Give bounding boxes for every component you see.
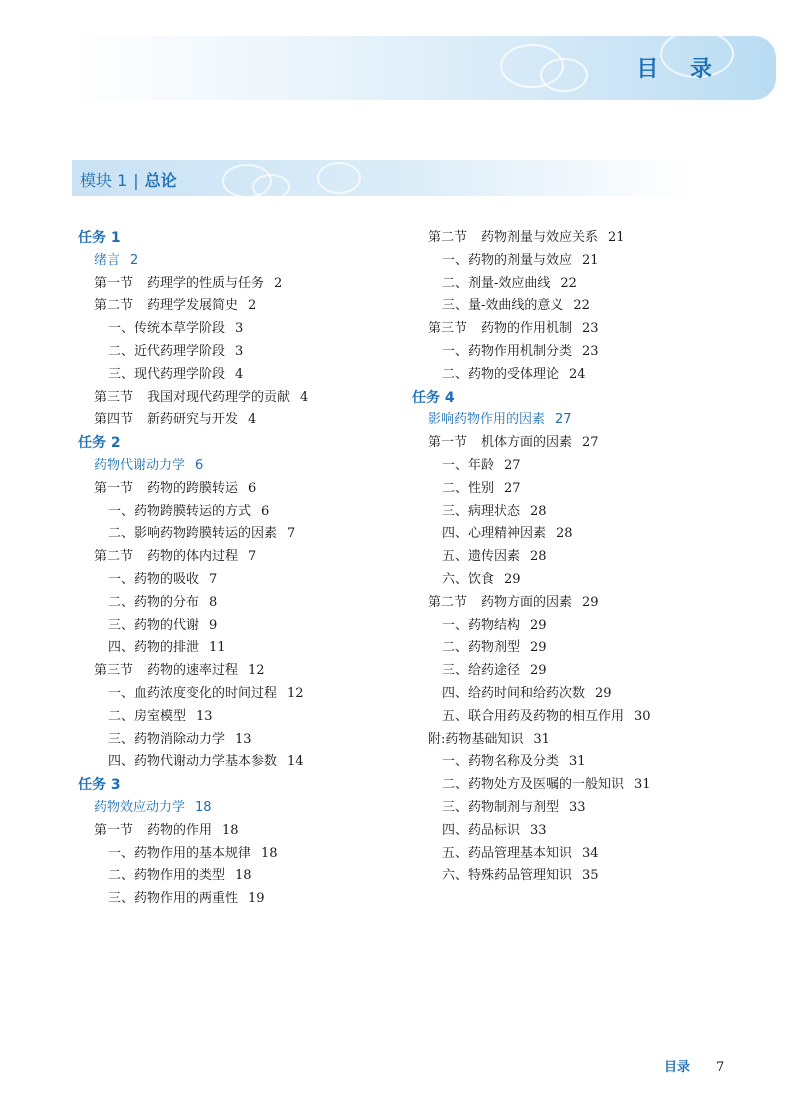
toc-sub-entry[interactable]: [412, 546, 732, 569]
module-label: 模块 1: [80, 171, 128, 190]
entry-title: 六、饮食: [442, 571, 495, 587]
entry-page-number: 19: [248, 891, 265, 907]
entry-page-number: 33: [569, 799, 586, 815]
entry-title: 机体方面的因素: [481, 435, 573, 451]
toc-task-entry[interactable]: [412, 387, 732, 410]
entry-page-number: 23: [582, 343, 599, 359]
entry-page-number: 3: [235, 321, 244, 337]
entry-title: 六、特殊药品管理知识: [442, 868, 573, 884]
entry-page-number: 4: [235, 366, 244, 382]
entry-title: 一、药物名称及分类: [442, 754, 560, 770]
entry-page-number: 13: [196, 708, 213, 724]
toc-section-entry[interactable]: [78, 660, 398, 683]
entry-page-number: 28: [530, 503, 547, 519]
entry-title: 一、传统本草学阶段: [108, 321, 226, 337]
entry-page-number: 28: [556, 526, 573, 542]
entry-page-number: 22: [560, 275, 577, 291]
toc-right-column: [412, 227, 732, 888]
toc-sub-entry[interactable]: [78, 341, 398, 364]
toc-sub-entry[interactable]: [78, 501, 398, 524]
entry-page-number: 7: [248, 549, 257, 565]
entry-page-number: 3: [235, 343, 244, 359]
entry-title: 任务 1: [78, 230, 121, 246]
toc-section-entry[interactable]: [412, 592, 732, 615]
entry-page-number: 6: [261, 503, 270, 519]
toc-sub-entry[interactable]: [78, 592, 398, 615]
toc-sub-entry[interactable]: [412, 295, 732, 318]
toc-section-entry[interactable]: [412, 318, 732, 341]
toc-sub-entry[interactable]: [412, 569, 732, 592]
toc-section-entry[interactable]: [78, 546, 398, 569]
entry-page-number: 35: [582, 868, 599, 884]
section-number: 第一节: [94, 480, 134, 496]
entry-title: 三、量-效曲线的意义: [442, 298, 564, 314]
page-number: 7: [716, 1060, 725, 1075]
entry-title: 三、给药途径: [442, 663, 521, 679]
entry-page-number: 6: [195, 457, 204, 473]
cloud-ornament: [317, 162, 361, 194]
entry-title: 二、近代药理学阶段: [108, 343, 226, 359]
entry-title: 新药研究与开发: [147, 412, 239, 428]
entry-page-number: 8: [209, 594, 218, 610]
toc-sub-entry[interactable]: [412, 843, 732, 866]
entry-title: 一、药物作用的基本规律: [108, 845, 252, 861]
entry-title: 药物的作用机制: [481, 321, 573, 337]
toc-section-entry[interactable]: [78, 387, 398, 410]
toc-sub-entry[interactable]: [412, 501, 732, 524]
toc-section-entry[interactable]: [78, 273, 398, 296]
entry-page-number: 29: [582, 594, 599, 610]
entry-page-number: 27: [582, 435, 599, 451]
entry-title: 一、药物的吸收: [108, 571, 200, 587]
toc-sub-entry[interactable]: [412, 273, 732, 296]
entry-page-number: 2: [130, 252, 139, 268]
toc-sub-entry[interactable]: [78, 683, 398, 706]
entry-title: 一、药物跨膜转运的方式: [108, 503, 252, 519]
entry-page-number: 34: [582, 845, 599, 861]
toc-sub-entry[interactable]: [78, 706, 398, 729]
toc-section-entry[interactable]: [78, 409, 398, 432]
toc-left-column: [78, 227, 398, 911]
toc-task-entry[interactable]: [78, 774, 398, 797]
entry-page-number: 29: [530, 640, 547, 656]
entry-title: 一、年龄: [442, 457, 495, 473]
section-number: 第一节: [428, 435, 468, 451]
entry-page-number: 33: [530, 822, 547, 838]
section-number: 第二节: [94, 298, 134, 314]
entry-title: 一、血药浓度变化的时间过程: [108, 685, 278, 701]
entry-title: 绪言: [94, 252, 121, 268]
entry-page-number: 29: [504, 571, 521, 587]
entry-page-number: 4: [300, 389, 309, 405]
entry-title: 四、给药时间和给药次数: [442, 685, 586, 701]
section-number: 第三节: [94, 389, 134, 405]
footer-label: 目录: [664, 1060, 691, 1075]
toc-sub-entry[interactable]: [412, 478, 732, 501]
entry-page-number: 18: [195, 799, 212, 815]
toc-sub-entry[interactable]: [78, 865, 398, 888]
page-footer: [664, 1056, 724, 1075]
entry-title: 药物基础知识: [445, 731, 524, 747]
entry-page-number: 29: [595, 685, 612, 701]
entry-page-number: 21: [582, 252, 599, 268]
toc-sub-entry[interactable]: [78, 637, 398, 660]
entry-page-number: 14: [287, 754, 304, 770]
entry-page-number: 13: [235, 731, 252, 747]
entry-title: 三、药物的代谢: [108, 617, 200, 633]
entry-title: 二、药物处方及医嘱的一般知识: [442, 777, 625, 793]
entry-title: 二、药物作用的类型: [108, 868, 226, 884]
section-number: 第三节: [94, 663, 134, 679]
toc-task-entry[interactable]: [78, 227, 398, 250]
entry-title: 二、药物的分布: [108, 594, 200, 610]
entry-title: 药物的体内过程: [147, 549, 239, 565]
entry-title: 二、剂量-效应曲线: [442, 275, 551, 291]
entry-page-number: 2: [274, 275, 283, 291]
section-number: 第二节: [428, 594, 468, 610]
section-number: 第三节: [428, 321, 468, 337]
entry-title: 药物的作用: [147, 822, 213, 838]
toc-sub-entry[interactable]: [78, 364, 398, 387]
entry-page-number: 24: [569, 366, 586, 382]
header-band: [70, 36, 776, 100]
entry-page-number: 27: [504, 457, 521, 473]
entry-page-number: 22: [573, 298, 590, 314]
toc-sub-entry[interactable]: [412, 683, 732, 706]
entry-page-number: 29: [530, 663, 547, 679]
entry-page-number: 4: [248, 412, 257, 428]
entry-page-number: 18: [261, 845, 278, 861]
entry-title: 四、药物代谢动力学基本参数: [108, 754, 278, 770]
entry-title: 药理学发展简史: [147, 298, 239, 314]
toc-chapter-entry[interactable]: [78, 455, 398, 478]
toc-sub-entry[interactable]: [412, 797, 732, 820]
toc-section-entry[interactable]: [78, 820, 398, 843]
toc-sub-entry[interactable]: [78, 569, 398, 592]
entry-title: 药物的跨膜转运: [147, 480, 239, 496]
toc-sub-entry[interactable]: [412, 250, 732, 273]
section-number: 第二节: [428, 230, 468, 245]
toc-section-entry[interactable]: [412, 227, 732, 250]
entry-page-number: 23: [582, 321, 599, 337]
entry-page-number: 7: [209, 571, 218, 587]
entry-page-number: 30: [634, 708, 651, 724]
toc-chapter-entry[interactable]: [78, 797, 398, 820]
module-band: [72, 160, 692, 196]
module-separator: |: [133, 171, 139, 190]
entry-title: 三、药物消除动力学: [108, 731, 226, 747]
entry-title: 药物的速率过程: [147, 663, 239, 679]
toc-chapter-entry[interactable]: [78, 250, 398, 273]
entry-title: 三、现代药理学阶段: [108, 366, 226, 382]
section-number: 附:: [428, 731, 446, 747]
entry-title: 三、药物制剂与剂型: [442, 799, 560, 815]
entry-title: 我国对现代药理学的贡献: [147, 389, 291, 405]
toc-sub-entry[interactable]: [78, 843, 398, 866]
toc-sub-entry[interactable]: [412, 820, 732, 843]
toc-sub-entry[interactable]: [412, 751, 732, 774]
toc-task-entry[interactable]: [78, 432, 398, 455]
entry-title: 二、房室模型: [108, 708, 187, 724]
entry-title: 二、药物剂型: [442, 640, 521, 656]
entry-title: 五、遗传因素: [442, 549, 521, 565]
cloud-ornament: [540, 58, 588, 92]
entry-title: 任务 3: [78, 777, 121, 794]
entry-page-number: 28: [530, 549, 547, 565]
toc-sub-entry[interactable]: [78, 318, 398, 341]
entry-page-number: 18: [222, 822, 239, 838]
toc-sub-entry[interactable]: [78, 523, 398, 546]
entry-title: 五、药品管理基本知识: [442, 845, 573, 861]
entry-page-number: 2: [248, 298, 257, 314]
entry-page-number: 9: [209, 617, 218, 633]
entry-page-number: 6: [248, 480, 257, 496]
entry-page-number: 31: [533, 731, 550, 747]
entry-title: 药理学的性质与任务: [147, 275, 265, 291]
toc-sub-entry[interactable]: [412, 660, 732, 683]
entry-title: 四、药物的排泄: [108, 640, 200, 656]
entry-title: 药物代谢动力学: [94, 457, 186, 473]
module-name: 总论: [144, 171, 177, 190]
toc-section-entry[interactable]: [78, 295, 398, 318]
entry-page-number: 18: [235, 868, 252, 884]
toc-chapter-entry[interactable]: [412, 409, 732, 432]
toc-sub-entry[interactable]: [412, 615, 732, 638]
toc-sub-entry[interactable]: [412, 637, 732, 660]
toc-section-entry[interactable]: [412, 729, 732, 752]
entry-page-number: 11: [209, 640, 226, 656]
section-number: 第二节: [94, 549, 134, 565]
toc-sub-entry[interactable]: [412, 865, 732, 888]
entry-page-number: 12: [287, 685, 304, 701]
toc-section-entry[interactable]: [412, 432, 732, 455]
entry-page-number: 21: [608, 230, 625, 245]
toc-sub-entry[interactable]: [412, 364, 732, 387]
entry-title: 影响药物作用的因素: [428, 412, 546, 428]
section-number: 第一节: [94, 275, 134, 291]
module-title: [80, 168, 177, 191]
section-number: 第一节: [94, 822, 134, 838]
entry-page-number: 31: [634, 777, 651, 793]
entry-title: 二、影响药物跨膜转运的因素: [108, 526, 278, 542]
entry-title: 三、病理状态: [442, 503, 521, 519]
toc-sub-entry[interactable]: [78, 888, 398, 911]
toc-sub-entry[interactable]: [412, 341, 732, 364]
entry-title: 五、联合用药及药物的相互作用: [442, 708, 625, 724]
cloud-ornament: [252, 174, 290, 196]
toc-section-entry[interactable]: [78, 478, 398, 501]
entry-page-number: 7: [287, 526, 296, 542]
entry-title: 二、药物的受体理论: [442, 366, 560, 382]
entry-page-number: 27: [504, 480, 521, 496]
entry-page-number: 29: [530, 617, 547, 633]
toc-sub-entry[interactable]: [78, 615, 398, 638]
entry-title: 三、药物作用的两重性: [108, 891, 239, 907]
entry-title: 四、药品标识: [442, 822, 521, 838]
entry-page-number: 31: [569, 754, 586, 770]
toc-sub-entry[interactable]: [78, 751, 398, 774]
entry-title: 任务 2: [78, 435, 121, 452]
toc-sub-entry[interactable]: [412, 523, 732, 546]
entry-title: 药物方面的因素: [481, 594, 573, 610]
entry-title: 四、心理精神因素: [442, 526, 547, 542]
toc-sub-entry[interactable]: [412, 455, 732, 478]
entry-title: 药物剂量与效应关系: [481, 230, 599, 245]
entry-page-number: 27: [555, 412, 572, 428]
page-title: 目 录: [636, 57, 724, 82]
entry-title: 二、性别: [442, 480, 495, 496]
entry-page-number: 12: [248, 663, 265, 679]
toc-sub-entry[interactable]: [78, 729, 398, 752]
entry-title: 一、药物作用机制分类: [442, 343, 573, 359]
entry-title: 药物效应动力学: [94, 799, 186, 815]
entry-title: 一、药物结构: [442, 617, 521, 633]
entry-title: 一、药物的剂量与效应: [442, 252, 573, 268]
section-number: 第四节: [94, 412, 134, 428]
entry-title: 任务 4: [412, 389, 455, 406]
toc-sub-entry[interactable]: [412, 706, 732, 729]
toc-sub-entry[interactable]: [412, 774, 732, 797]
